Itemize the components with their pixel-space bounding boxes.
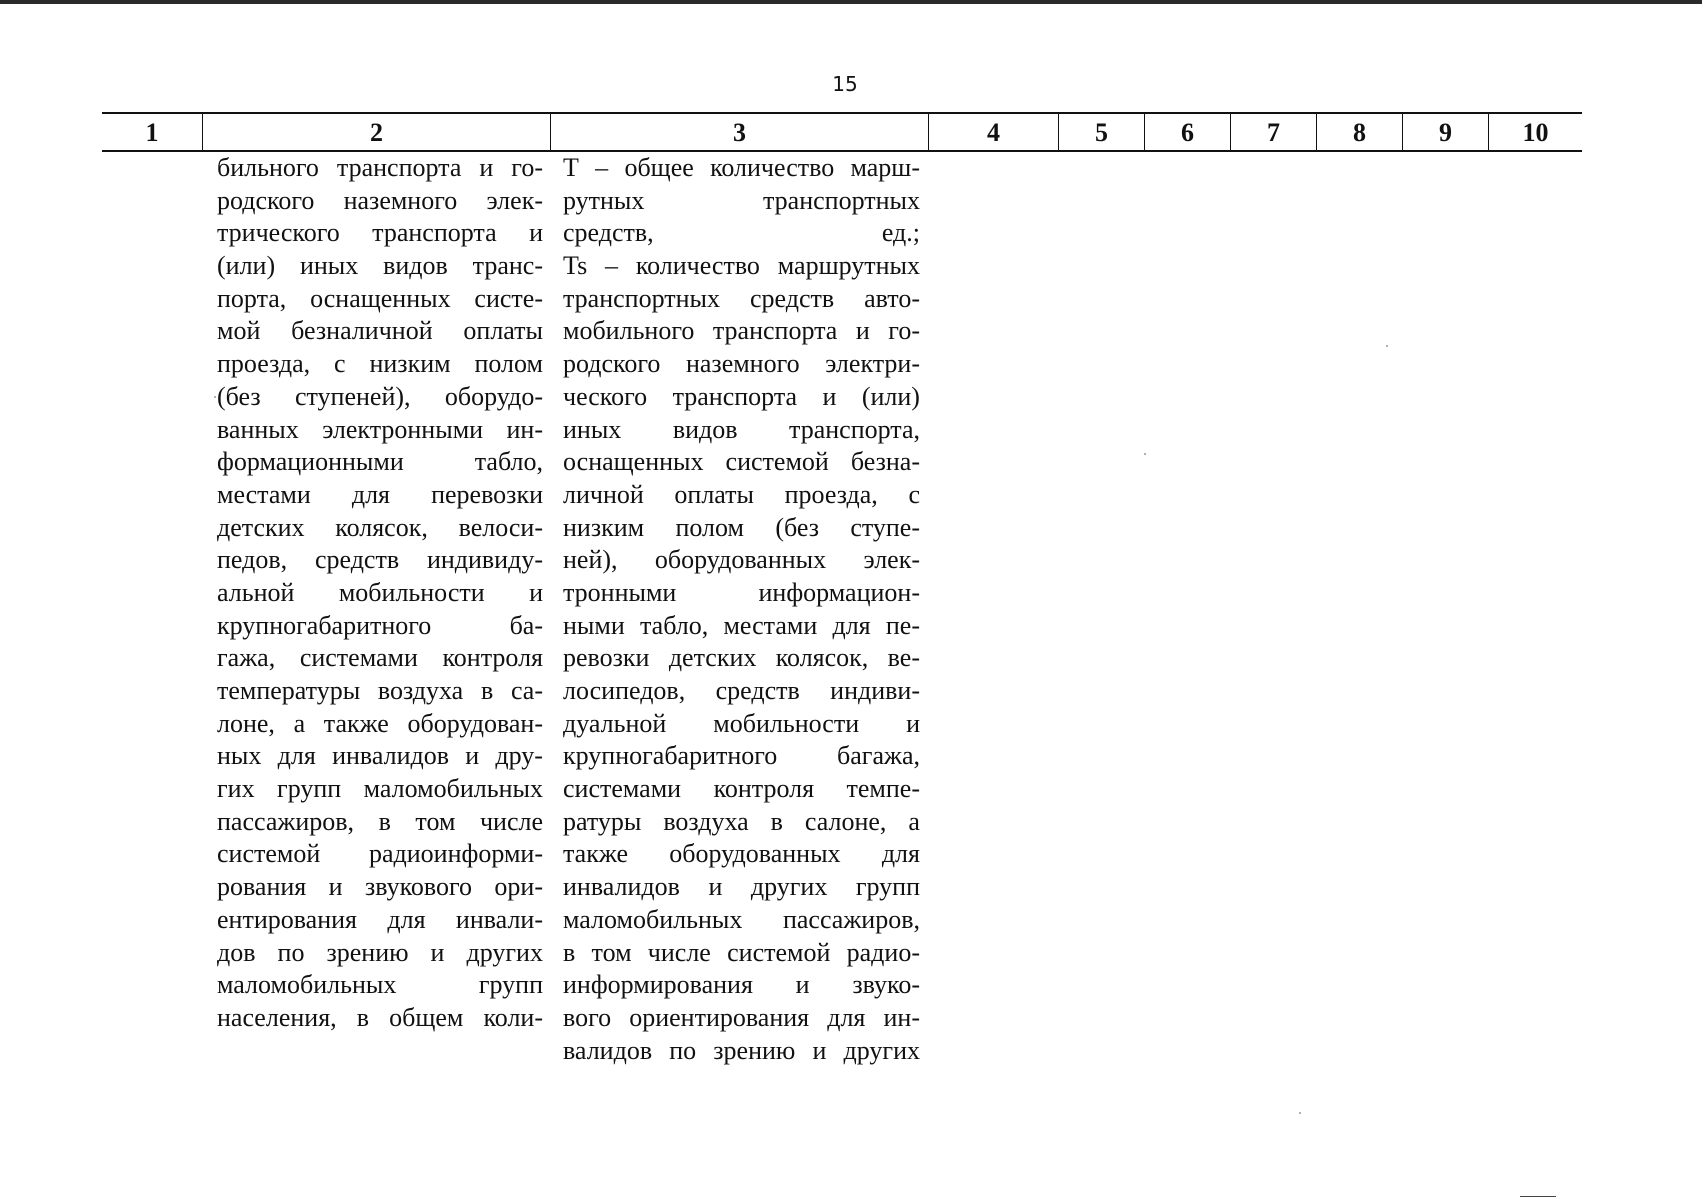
text-line: ентирования для инвали-	[217, 904, 543, 934]
text-line: ванных электронными ин-	[217, 414, 543, 444]
text-line: системами контроля темпе-	[563, 774, 920, 804]
text-line: (без ступеней), оборудо-	[217, 381, 543, 411]
text-line: дуальной мобильности и	[563, 708, 920, 738]
scan-speck	[1144, 453, 1146, 455]
text-line: оснащенных системой безна-	[563, 447, 920, 477]
text-line: педов, средств индивиду-	[217, 545, 543, 575]
column-2-text	[217, 152, 543, 1035]
text-line: также оборудованных для	[563, 839, 920, 869]
header-cell-1: 1	[145, 118, 159, 147]
text-line: (или) иных видов транс-	[217, 251, 543, 281]
text-line: трического транспорта и	[217, 218, 543, 248]
text-line: маломобильных групп	[217, 970, 543, 1000]
text-line: вого ориентирования для ин-	[563, 1002, 920, 1032]
text-line: рования и звукового ори-	[217, 872, 543, 902]
text-line: маломобильных пассажиров,	[563, 904, 920, 934]
header-cell-2: 2	[202, 114, 550, 150]
text-line: информирования и звуко-	[563, 970, 920, 1000]
scan-speck	[1299, 1112, 1301, 1114]
text-line: средств, ед.;	[563, 218, 920, 248]
text-line: иных видов транспорта,	[563, 414, 920, 444]
text-line: ревозки детских колясок, ве-	[563, 643, 920, 673]
text-line: Ts – количество маршрутных	[563, 251, 920, 281]
text-line: тронными информацион-	[563, 577, 920, 607]
text-line: системой радиоинформи-	[217, 839, 543, 869]
text-line: родского наземного электри-	[563, 349, 920, 379]
text-line: крупногабаритного багажа,	[563, 741, 920, 771]
text-line: населения, в общем коли-	[217, 1002, 543, 1032]
text-line: пассажиров, в том числе	[217, 806, 543, 836]
text-line: личной оплаты проезда, с	[563, 479, 920, 509]
text-line: формационными табло,	[217, 447, 543, 477]
text-line: мобильного транспорта и го-	[563, 316, 920, 346]
text-line: порта, оснащенных систе-	[217, 283, 543, 313]
scan-edge	[0, 0, 1702, 4]
text-line: в том числе системой радио-	[563, 937, 920, 967]
header-cell-6: 6	[1144, 114, 1230, 150]
text-line: бильного транспорта и го-	[217, 153, 543, 182]
text-line: низким полом (без ступе-	[563, 512, 920, 542]
text-line: детских колясок, велоси-	[217, 512, 543, 542]
text-line: лосипедов, средств индиви-	[563, 676, 920, 705]
text-line: альной мобильности и	[217, 577, 543, 607]
text-line: родского наземного элек-	[217, 185, 543, 215]
text-line: T – общее количество марш-	[563, 153, 920, 182]
table-header-row	[102, 112, 1582, 152]
header-cell-8: 8	[1316, 114, 1402, 150]
header-cell-3: 3	[550, 114, 928, 150]
header-cell-9: 9	[1402, 114, 1488, 150]
scan-speck	[214, 396, 216, 398]
text-line: валидов по зрению и других	[563, 1035, 920, 1065]
text-line: ческого транспорта и (или)	[563, 381, 920, 411]
text-line: ных для инвалидов и дру-	[217, 741, 543, 771]
header-cell-4: 4	[928, 114, 1058, 150]
text-line: ней), оборудованных элек-	[563, 545, 920, 575]
text-line: мой безналичной оплаты	[217, 316, 543, 346]
text-line: местами для перевозки	[217, 479, 543, 509]
header-cell-10: 10	[1488, 114, 1582, 150]
text-line: гажа, системами контроля	[217, 643, 543, 673]
text-line: рутных транспортных	[563, 185, 920, 215]
text-line: ными табло, местами для пе-	[563, 610, 920, 640]
text-line: ратуры воздуха в салоне, а	[563, 806, 920, 836]
text-line: крупногабаритного ба-	[217, 610, 543, 640]
text-line: проезда, с низким полом	[217, 349, 543, 379]
text-line: лоне, а также оборудован-	[217, 708, 543, 738]
text-line: температуры воздуха в са-	[217, 676, 543, 705]
text-line: транспортных средств авто-	[563, 283, 920, 313]
header-cell-7: 7	[1230, 114, 1316, 150]
text-line: гих групп маломобильных	[217, 774, 543, 804]
text-line: инвалидов и других групп	[563, 872, 920, 902]
scan-mark	[1520, 1196, 1556, 1197]
text-line: дов по зрению и других	[217, 937, 543, 967]
column-3-text	[563, 152, 920, 1067]
scan-speck	[1386, 345, 1388, 347]
header-cell-5: 5	[1058, 114, 1144, 150]
page-number: 15	[832, 72, 858, 96]
